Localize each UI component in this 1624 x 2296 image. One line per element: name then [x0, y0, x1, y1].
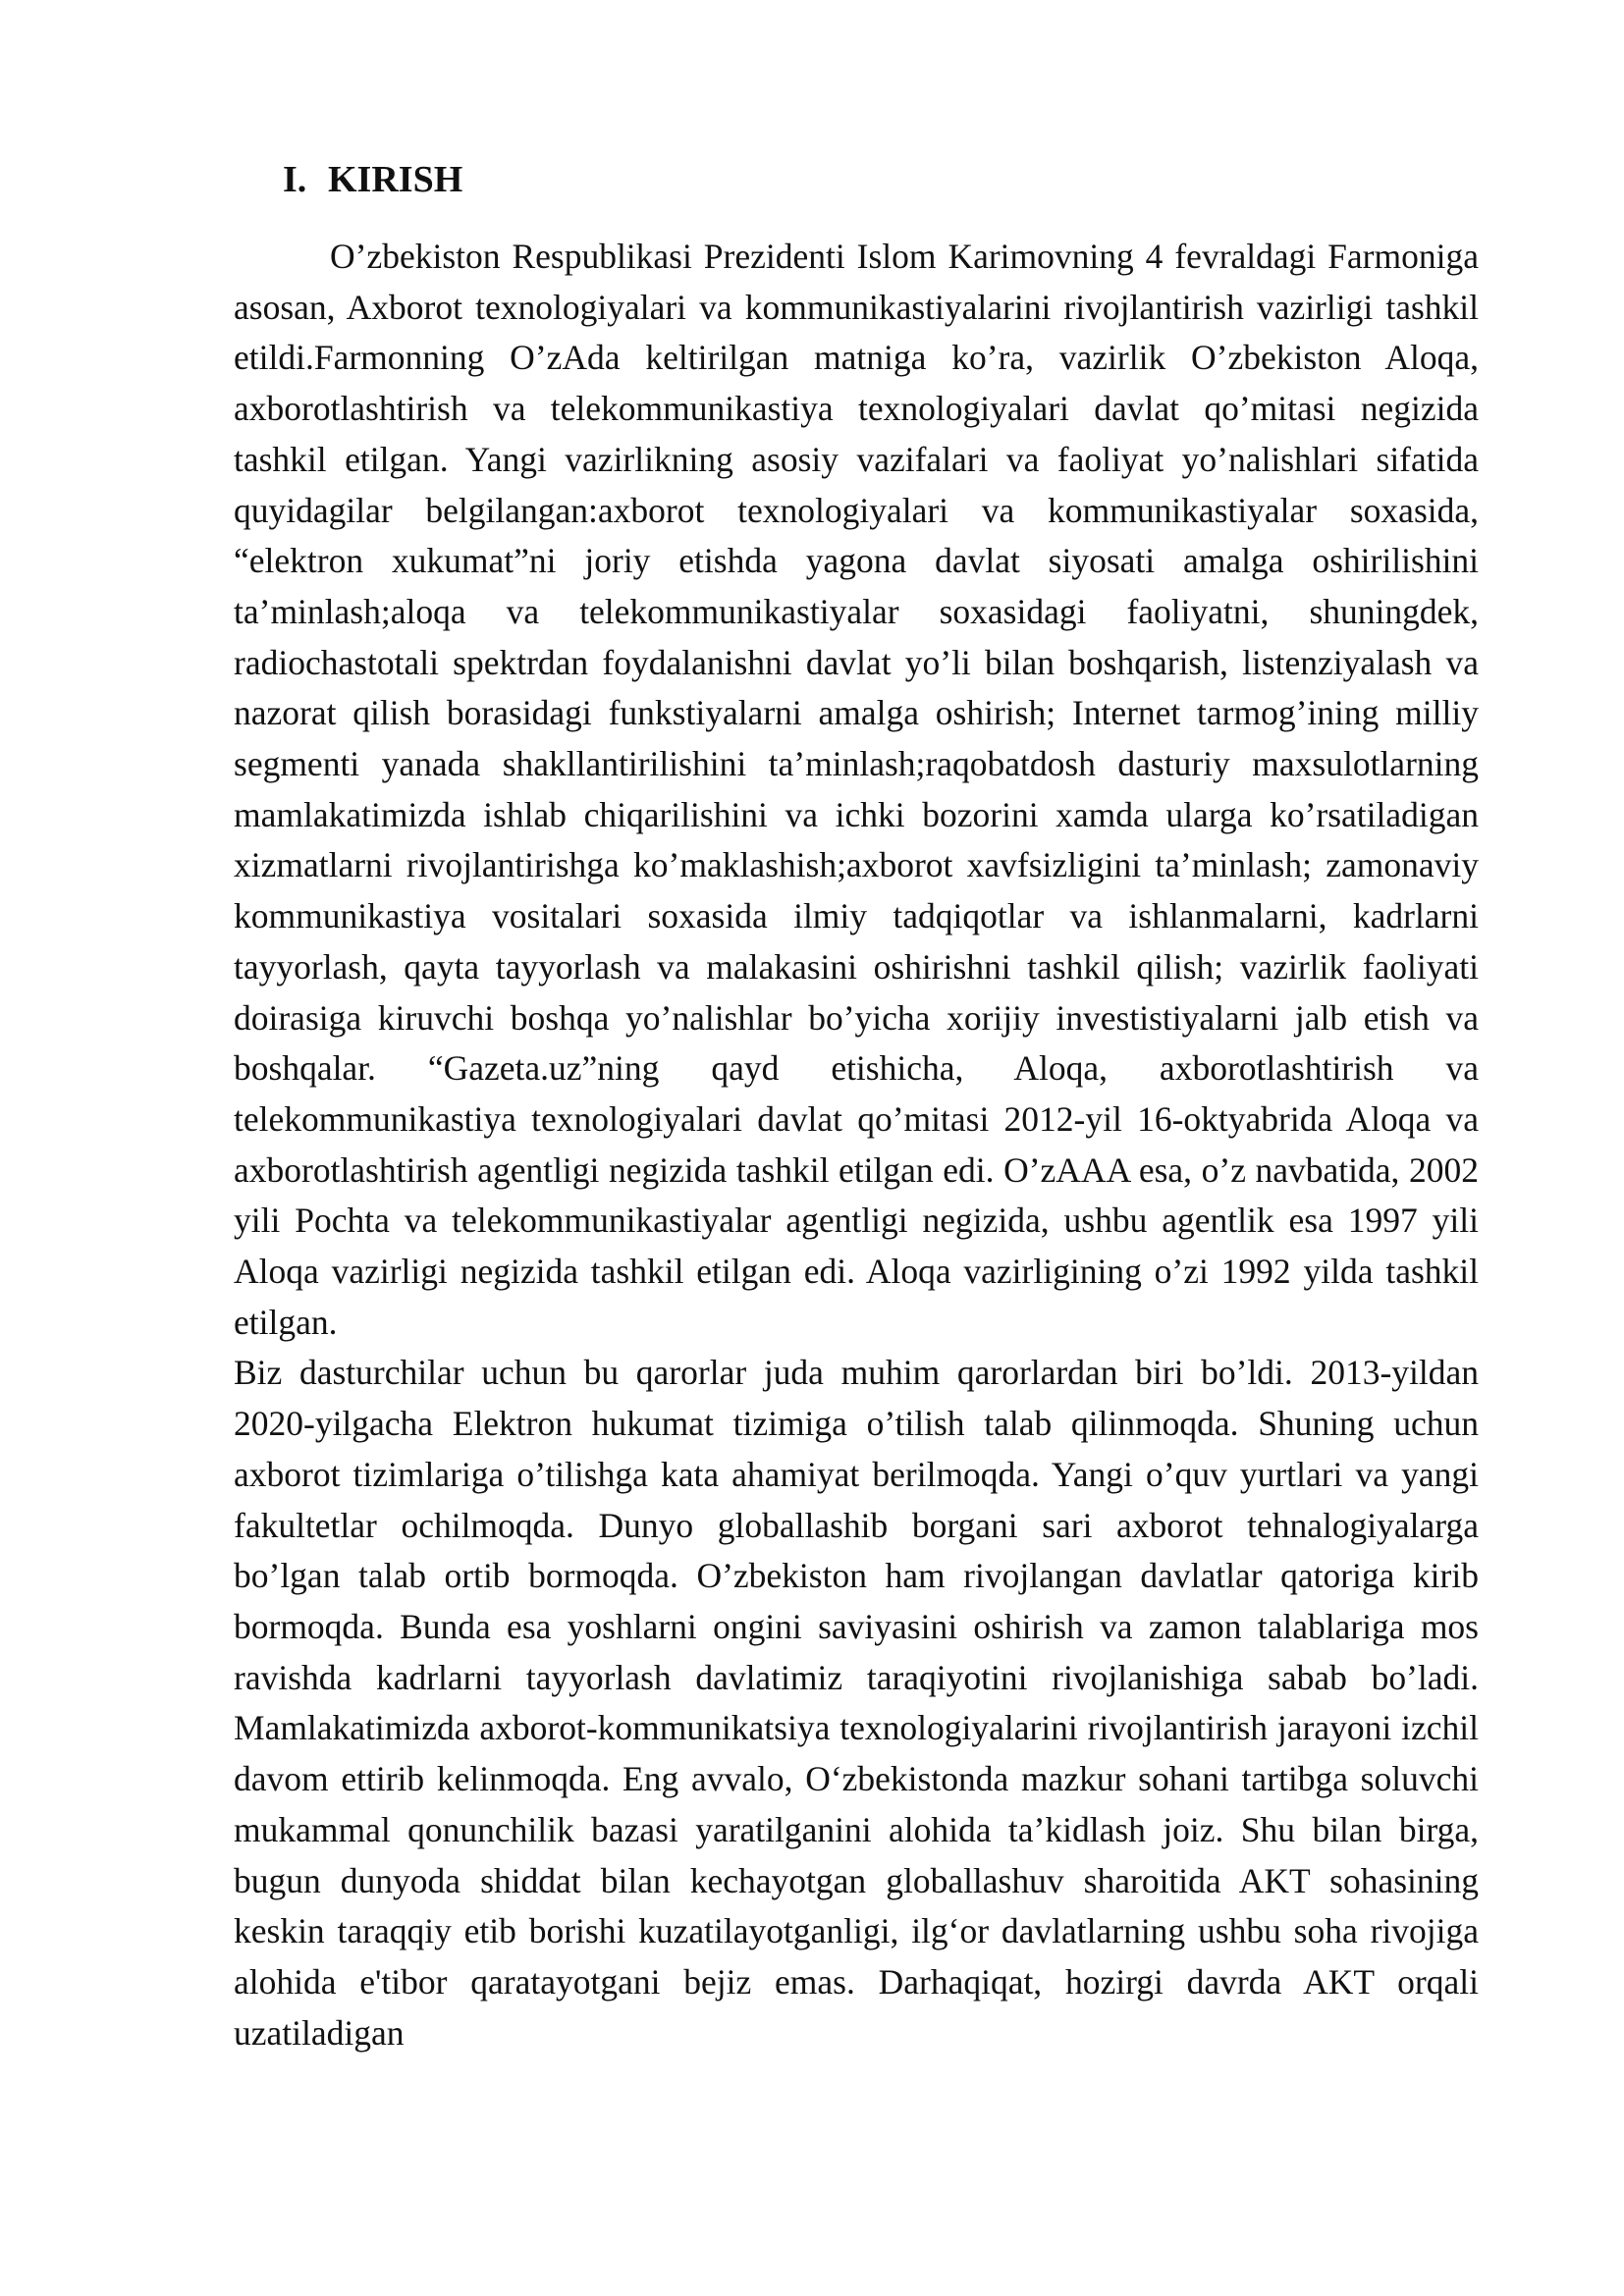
- paragraph-intro: O’zbekiston Respublikasi Prezidenti Islom Karimovning 4 fevraldagi Farmoniga asosan, Axborot texnologiyalari va kommunikastiyalarini rivojlantirish vazirligi tashkil etildi.Farmonning O’zAda keltirilgan matniga ko’ra, vazirlik O’zbekiston Aloqa, axborotlashtirish va telekommunikastiya texnologiyalari davlat qo’mitasi negizida tashkil etilgan. Yangi vazirlikning asosiy vazifalari va faoliyat yo’nalishlari sifatida quyidagilar belgilangan:axborot texnologiyalari va kommunikastiyalar soxasida, “elektron xukumat”ni joriy etishda yagona davlat siyosati amalga oshirilishini ta’minlash;aloqa va telekommunikastiyalar soxasidagi faoliyatni, shuningdek, radiochastotali spektrdan foydalanishni davlat yo’li bilan boshqarish, listenziyalash va nazorat qilish borasidagi funkstiyalarni amalga oshirish; Internet tarmog’ining milliy segmenti yanada shakllantirilishini ta’minlash;raqobatdosh dasturiy maxsulotlarning mamlakatimizda ishlab chiqarilishini va ichki bozorini xamda ularga ko’rsatiladigan xizmatlarni rivojlantirishga ko’maklashish;axborot xavfsizligini ta’minlash; zamonaviy kommunikastiya vositalari soxasida ilmiy tadqiqotlar va ishlanmalarni, kadrlarni tayyorlash, qayta tayyorlash va malakasini oshirishni tashkil qilish; vazirlik faoliyati doirasiga kiruvchi boshqa yo’nalishlar bo’yicha xorijiy investistiyalarni jalb etish va boshqalar. “Gazeta.uz”ning qayd etishicha, Aloqa, axborotlashtirish va telekommunikastiya texnologiyalari davlat qo’mitasi 2012-yil 16-oktyabrida Aloqa va axborotlashtirish agentligi negizida tashkil etilgan edi. O’zAAA esa, o’z navbatida, 2002 yili Pochta va telekommunikastiyalar agentligi negizida, ushbu agentlik esa 1997 yili Aloqa vazirligi negizida tashkil etilgan edi. Aloqa vazirligining o’zi 1992 yilda tashkil etilgan.: [234, 237, 1479, 1342]
- body-text: [234, 232, 1479, 2058]
- section-title: KIRISH: [328, 159, 463, 200]
- paragraph-programmers: Biz dasturchilar uchun bu qarorlar juda muhim qarorlardan biri bo’ldi. 2013-yildan 2020-yilgacha Elektron hukumat tizimiga o’tilish talab qilinmoqda. Shuning uchun axborot tizimlariga o’tilishga kata ahamiyat berilmoqda. Yangi o’quv yurtlari va yangi fakultetlar ochilmoqda. Dunyo globallashib borgani sari axborot tehnalogiyalarga bo’lgan talab ortib bormoqda. O’zbekiston ham rivojlangan davlatlar qatoriga kirib bormoqda. Bunda esa yoshlarni ongini saviyasini oshirish va zamon talablariga mos ravishda kadrlarni tayyorlash davlatimiz taraqiyotini rivojlanishiga sabab bo’ladi. Mamlakatimizda axborot-kommunikatsiya texnologiyalarini rivojlantirish jarayoni izchil davom ettirib kelinmoqda. Eng avvalo, O‘zbekistonda mazkur sohani tartibga soluvchi mukammal qonunchilik bazasi yaratilganini alohida ta’kidlash joiz. Shu bilan birga, bugun dunyoda shiddat bilan kechayotgan globallashuv sharoitida AKT sohasining keskin taraqqiy etib borishi kuzatilayotganligi, ilg‘or davlatlarning ushbu soha rivojiga alohida e'tibor qaratayotgani bejiz emas. Darhaqiqat, hozirgi davrda AKT orqali uzatiladigan: [234, 1353, 1479, 2053]
- section-heading: [283, 155, 462, 204]
- section-number: I.: [283, 159, 307, 200]
